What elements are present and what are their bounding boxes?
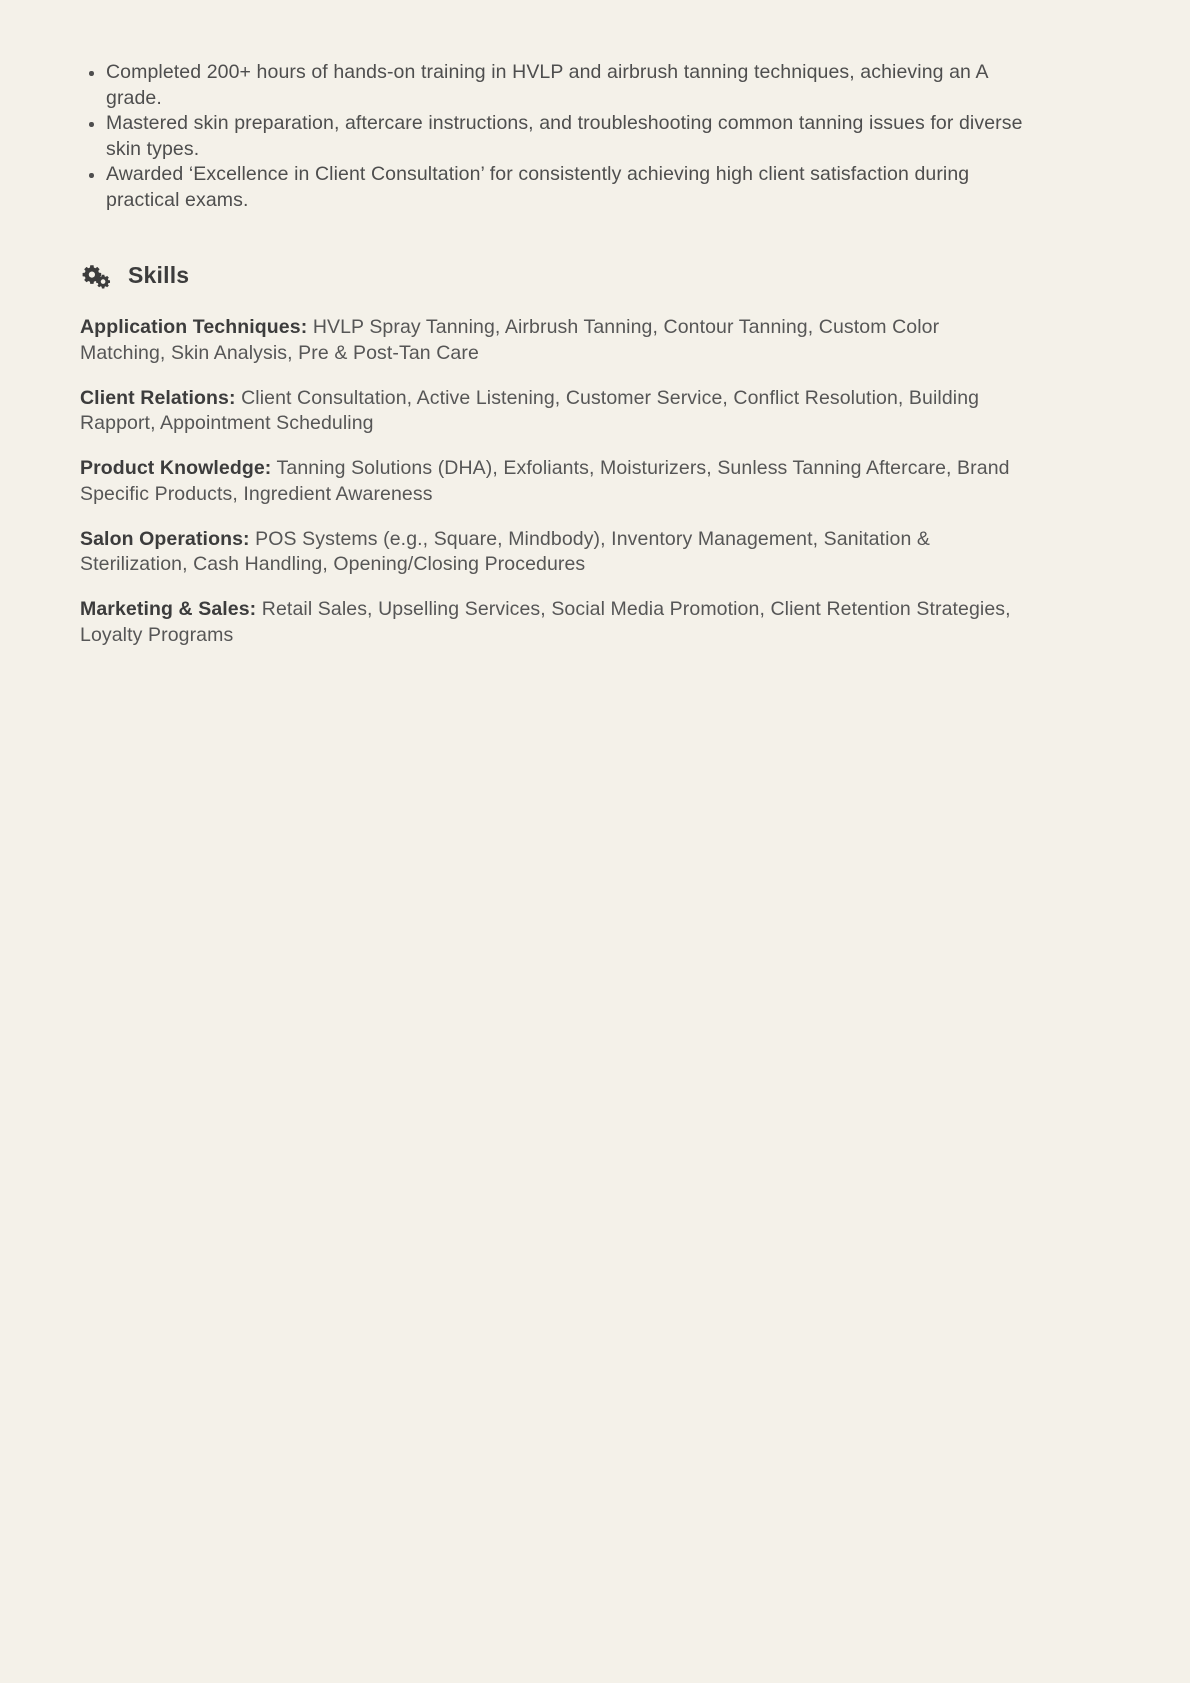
achievements-bullet-list bbox=[80, 60, 1030, 213]
skill-row bbox=[80, 315, 1028, 366]
skill-category-values: POS Systems (e.g., Square, Mindbody), Inventory Management, Sanitation & Sterilization, Cash Handling, Opening/Closing Procedures bbox=[80, 527, 931, 575]
bullet-text: Completed 200+ hours of hands-on training in HVLP and airbrush tanning techniques, achieving an A grade. bbox=[106, 61, 988, 109]
skills-section-heading bbox=[80, 261, 1030, 289]
skill-category-values: HVLP Spray Tanning, Airbrush Tanning, Contour Tanning, Custom Color Matching, Skin Analysis, Pre & Post-Tan Care bbox=[80, 316, 940, 364]
section-title: Skills bbox=[128, 261, 190, 288]
list-item bbox=[80, 60, 1030, 111]
skill-row bbox=[80, 527, 1028, 578]
skills-list bbox=[80, 315, 1030, 648]
skill-category-label: Product Knowledge: bbox=[80, 457, 272, 479]
gears-icon bbox=[82, 261, 112, 289]
skill-category-label: Marketing & Sales: bbox=[80, 598, 257, 620]
skill-category-values: Tanning Solutions (DHA), Exfoliants, Moisturizers, Sunless Tanning Aftercare, Brand Specific Products, Ingredient Awareness bbox=[80, 457, 1010, 505]
skill-category-values: Retail Sales, Upselling Services, Social Media Promotion, Client Retention Strategies, Loyalty Programs bbox=[80, 598, 1011, 646]
bullet-text: Mastered skin preparation, aftercare instructions, and troubleshooting common tanning issues for diverse skin types. bbox=[106, 112, 1023, 160]
skill-row bbox=[80, 386, 1028, 437]
skill-category-label: Application Techniques: bbox=[80, 316, 308, 338]
list-item bbox=[80, 162, 1030, 213]
bullet-text: Awarded ‘Excellence in Client Consultation’ for consistently achieving high client satisfaction during practical exams. bbox=[106, 163, 970, 211]
skill-category-label: Client Relations: bbox=[80, 386, 236, 409]
skill-row bbox=[80, 597, 1028, 648]
skill-category-values: Client Consultation, Active Listening, Customer Service, Conflict Resolution, Building Rapport, Appointment Scheduling bbox=[80, 386, 980, 434]
skill-category-label: Salon Operations: bbox=[80, 527, 250, 550]
list-item bbox=[80, 111, 1030, 162]
skill-row bbox=[80, 456, 1028, 507]
